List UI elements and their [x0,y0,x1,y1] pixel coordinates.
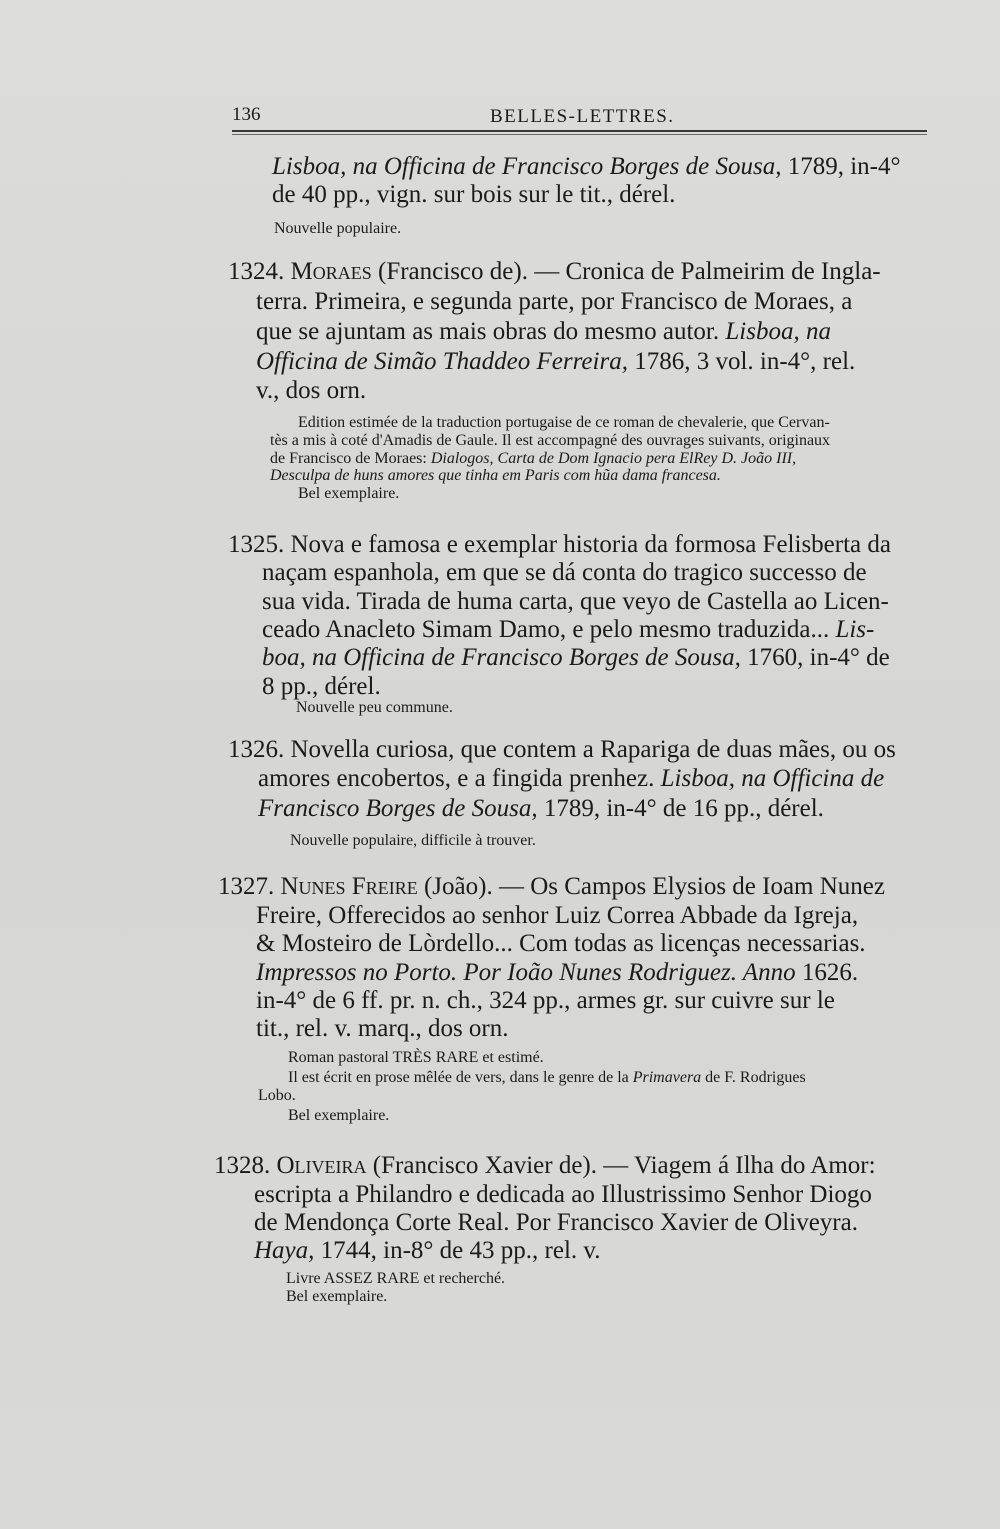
entry-line: amores encobertos, e a fingida prenhez. Lisboa, na Officina de [258,765,885,792]
entry-number: 1325. [228,531,285,558]
header-rule [232,130,927,132]
entry-line: de Mendonça Corte Real. Por Francisco Xavier de Oliveyra. [254,1209,858,1236]
entry-note: Roman pastoral TRÈS RARE et estimé. [288,1049,544,1066]
entry-line: naçam espanhola, em que se dá conta do tragico successo de [262,559,867,586]
entry-author: Nunes Freire [280,873,418,900]
entry-line: in-4° de 6 ff. pr. n. ch., 324 pp., armes gr. sur cuivre sur le [256,987,835,1014]
page-number: 136 [232,104,261,125]
entry-note: Nouvelle populaire. [274,220,402,237]
entry-line: Impressos no Porto. Por Ioão Nunes Rodriguez. Anno 1626. [256,959,859,986]
entry-note: Desculpa de huns amores que tinha em Paris com hũa dama francesa. [270,467,721,484]
entry-line: boa, na Officina de Francisco Borges de Sousa, 1760, in-4° de [262,644,890,671]
header-rule-thin [232,134,927,135]
entry-line: 1326. Novella curiosa, que contem a Rapariga de duas mães, ou os [228,736,896,763]
entry-line: & Mosteiro de Lòrdello... Com todas as licenças necessarias. [256,930,866,957]
entry-line: escripta a Philandro e dedicada ao Illustrissimo Senhor Diogo [254,1181,872,1208]
entry-note: Lobo. [258,1087,296,1104]
entry-line: v., dos orn. [256,377,367,404]
entry-line: tit., rel. v. marq., dos orn. [256,1015,509,1042]
page-header [232,104,932,138]
entry-number: 1327. [218,873,275,900]
entry-note: Bel exemplaire. [288,1107,390,1124]
entry-line: que se ajuntam as mais obras do mesmo autor. Lisboa, na [256,318,831,345]
entry-line: Freire, Offerecidos ao senhor Luiz Correa Abbade da Igreja, [256,902,859,929]
entry-line: Officina de Simão Thaddeo Ferreira, 1786, 3 vol. in-4°, rel. [256,348,856,375]
entry-line: Lisboa, na Officina de Francisco Borges de Sousa, 1789, in-4° [272,153,901,180]
entry-line: Haya, 1744, in-8° de 43 pp., rel. v. [254,1237,601,1264]
entry-line: 1324. Moraes (Francisco de). — Cronica de Palmeirim de Ingla- [228,258,881,285]
entry-note: de Francisco de Moraes: Dialogos, Carta de Dom Ignacio pera ElRey D. João III, [270,450,797,467]
entry-author: Moraes [290,258,372,285]
entry-line: sua vida. Tirada de huma carta, que veyo de Castella ao Licen- [262,588,889,615]
entry-line: ceado Anacleto Simam Damo, e pelo mesmo traduzida... Lis- [262,616,875,643]
entry-line: 1325. Nova e famosa e exemplar historia da formosa Felisberta da [228,531,891,558]
entry-line: Francisco Borges de Sousa, 1789, in-4° de 16 pp., dérel. [258,795,824,822]
running-head: BELLES-LETTRES. [490,106,675,127]
entry-line: 1328. Oliveira (Francisco Xavier de). — Viagem á Ilha do Amor: [214,1152,876,1179]
entry-author: Oliveira [276,1152,367,1179]
entry-note: Nouvelle populaire, difficile à trouver. [290,832,536,849]
entry-note: Bel exemplaire. [286,1288,388,1305]
entry-line: 1327. Nunes Freire (João). — Os Campos Elysios de Ioam Nunez [218,873,886,900]
entry-line: de 40 pp., vign. sur bois sur le tit., dérel. [272,181,676,208]
entry-line: terra. Primeira, e segunda parte, por Francisco de Moraes, a [256,288,853,315]
entry-note: tès a mis à coté d'Amadis de Gaule. Il est accompagné des ouvrages suivants, originaux [270,432,831,449]
entry-note: Edition estimée de la traduction portugaise de ce roman de chevalerie, que Cervan- [298,414,830,431]
entry-number: 1324. [228,258,285,285]
entry-number: 1326. [228,736,285,763]
entry-line: 8 pp., dérel. [262,673,381,700]
entry-note: Bel exemplaire. [298,485,400,502]
entry-note: Nouvelle peu commune. [296,699,453,716]
entry-note: Il est écrit en prose mêlée de vers, dans le genre de la Primavera de F. Rodrigues [288,1069,806,1086]
entry-number: 1328. [214,1152,271,1179]
entry-note: Livre ASSEZ RARE et recherché. [286,1270,506,1287]
